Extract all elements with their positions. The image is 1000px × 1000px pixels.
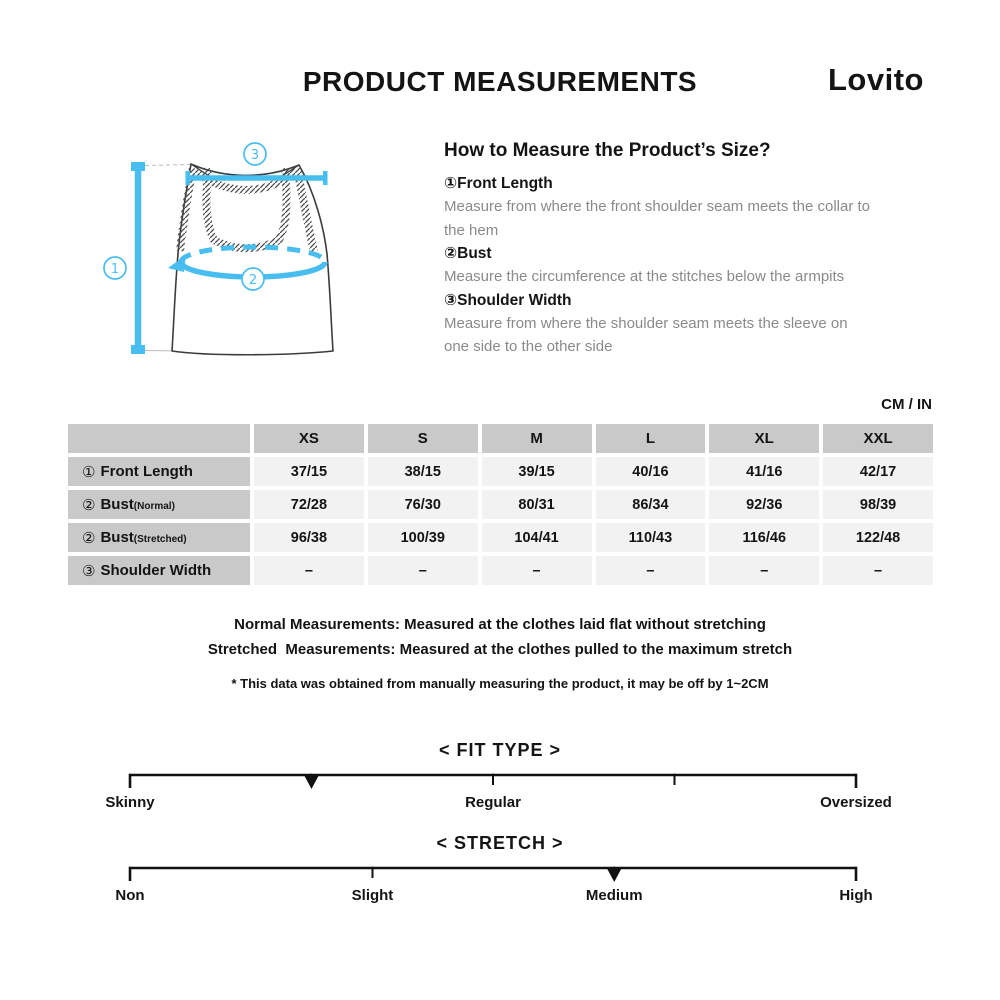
size-column-header: XL <box>709 424 819 453</box>
row-label: ② Bust (Stretched) <box>68 523 250 552</box>
how-to-item-description: Measure the circumference at the stitches below the armpits <box>444 268 845 285</box>
measurement-value-cell: – <box>254 556 364 585</box>
scale-marker-triangle <box>606 867 622 882</box>
measurement-value-cell: 98/39 <box>823 490 933 519</box>
row-label: ② Bust (Normal) <box>68 490 250 519</box>
table-corner-cell <box>68 424 250 453</box>
guide-dashed-line <box>145 165 190 166</box>
measurement-value-cell: 39/15 <box>482 457 592 486</box>
scale-label: Regular <box>465 794 521 811</box>
measurement-value-cell: – <box>596 556 706 585</box>
measurement-value-cell: 40/16 <box>596 457 706 486</box>
measurement-value-cell: 116/46 <box>709 523 819 552</box>
svg-text:2: 2 <box>248 273 258 288</box>
measurement-value-cell: 80/31 <box>482 490 592 519</box>
measurement-value-cell: 76/30 <box>368 490 478 519</box>
row-callout-number: ② <box>82 496 96 514</box>
row-callout-number: ① <box>82 463 96 481</box>
garment-diagram-illustration <box>95 138 445 378</box>
size-table <box>68 424 933 585</box>
row-callout-number: ③ <box>82 562 96 580</box>
callout-2 <box>242 268 264 290</box>
how-to-item <box>444 172 924 242</box>
scale-label: Non <box>115 887 145 904</box>
measurement-value-cell: 72/28 <box>254 490 364 519</box>
how-to-item <box>444 242 924 289</box>
callout-3 <box>244 143 266 165</box>
size-column-header: S <box>368 424 478 453</box>
measurement-value-cell: 110/43 <box>596 523 706 552</box>
measurement-value-cell: 42/17 <box>823 457 933 486</box>
how-to-heading: How to Measure the Product’s Size? <box>444 140 771 161</box>
measurement-value-cell: 41/16 <box>709 457 819 486</box>
scale-marker-triangle <box>304 774 320 789</box>
row-label-subscript: (Normal) <box>133 501 175 512</box>
how-to-item-title: ②Bust <box>444 245 492 262</box>
row-label-subscript: (Stretched) <box>133 534 187 545</box>
stretch-title: < STRETCH > <box>436 833 564 853</box>
size-column-header: L <box>596 424 706 453</box>
how-to-item <box>444 289 924 359</box>
measurement-value-cell: 96/38 <box>254 523 364 552</box>
how-to-list <box>444 172 924 359</box>
measurement-value-cell: 122/48 <box>823 523 933 552</box>
how-to-item-description: Measure from where the shoulder seam meets the sleeve on one side to the other side <box>444 314 848 355</box>
measurement-value-cell: 86/34 <box>596 490 706 519</box>
svg-text:3: 3 <box>250 148 260 163</box>
scale-label: High <box>839 887 873 904</box>
callout-1 <box>104 257 126 279</box>
measurement-value-cell: 38/15 <box>368 457 478 486</box>
measurement-value-cell: 104/41 <box>482 523 592 552</box>
measurement-value-cell: 100/39 <box>368 523 478 552</box>
scale-label: Skinny <box>105 794 155 811</box>
how-to-measure-section <box>444 140 924 359</box>
measurement-value-cell: – <box>368 556 478 585</box>
row-label: ③ Shoulder Width <box>68 556 250 585</box>
fit-type-scale <box>97 764 897 820</box>
brand-logo: Lovito <box>828 62 924 97</box>
row-callout-number: ② <box>82 529 96 547</box>
disclaimer-text: * This data was obtained from manually measuring the product, it may be off by 1~2CM <box>231 676 769 691</box>
how-to-item-description: Measure from where the front shoulder seam meets the collar to the hem <box>444 198 871 239</box>
measurement-value-cell: 37/15 <box>254 457 364 486</box>
size-column-header: M <box>482 424 592 453</box>
page-title: PRODUCT MEASUREMENTS <box>302 66 698 97</box>
size-column-header: XS <box>254 424 364 453</box>
svg-text:1: 1 <box>110 262 120 277</box>
note-normal: Normal Measurements: Measured at the clothes laid flat without stretching <box>234 616 766 633</box>
notes-section <box>0 612 1000 691</box>
measurement-value-cell: – <box>482 556 592 585</box>
note-stretched: Stretched Measurements: Measured at the clothes pulled to the maximum stretch <box>207 641 793 658</box>
how-to-item-title: ①Front Length <box>444 175 553 192</box>
how-to-item-title: ③Shoulder Width <box>444 291 572 309</box>
unit-label: CM / IN <box>881 396 932 413</box>
size-column-header: XXL <box>823 424 933 453</box>
stretch-scale <box>97 857 897 913</box>
measurement-value-cell: 92/36 <box>709 490 819 519</box>
scale-label: Slight <box>351 887 394 904</box>
scale-label: Oversized <box>820 794 892 811</box>
row-label: ① Front Length <box>68 457 250 486</box>
measurement-value-cell: – <box>823 556 933 585</box>
fit-type-title: < FIT TYPE > <box>438 740 562 760</box>
measurement-value-cell: – <box>709 556 819 585</box>
front-length-measure-line <box>131 162 145 354</box>
scale-label: Medium <box>585 887 643 904</box>
